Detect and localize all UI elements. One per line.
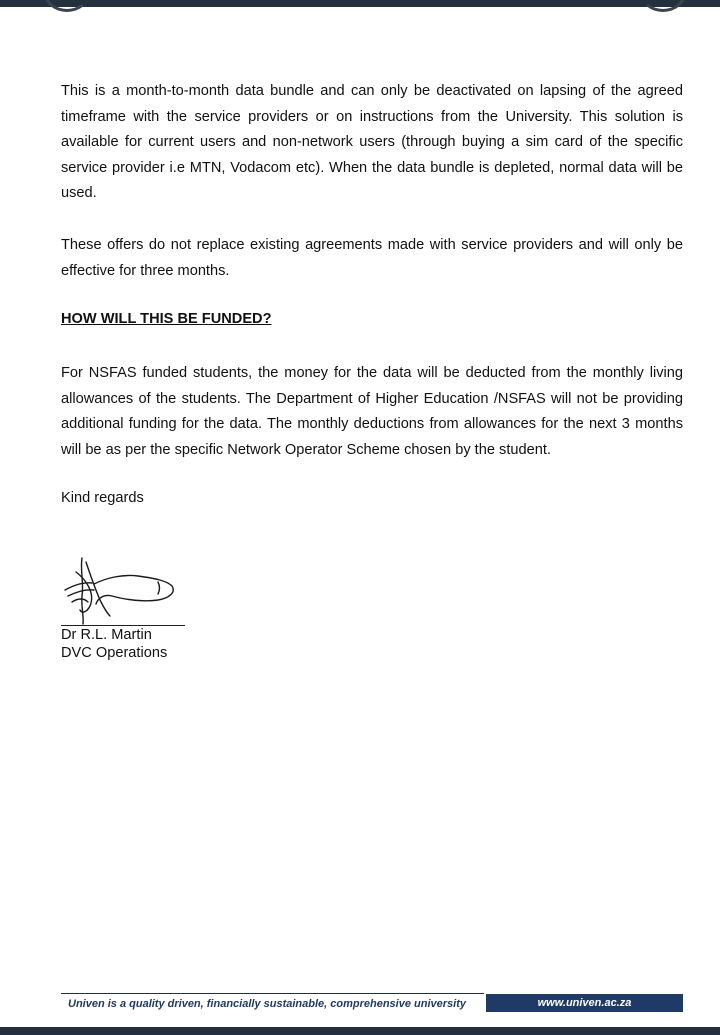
paragraph-nsfas-funding: For NSFAS funded students, the money for the data will be deducted from the monthly living allowances of the students. The Department of Higher Education /NSFAS will not be providing additional funding for the data. The monthly deductions from allowances for the next 3 months will be as per the specific Network Operator Scheme chosen by the student. <box>61 365 683 458</box>
paragraph-offers: These offers do not replace existing agreements made with service providers and will only be effective for three months. <box>61 237 683 279</box>
signature-line <box>61 625 185 626</box>
section-heading-funding: HOW WILL THIS BE FUNDED? <box>61 311 272 327</box>
paragraph-data-bundle: This is a month-to-month data bundle and can only be deactivated on lapsing of the agreed timeframe with the service providers or on instructions from the University. This solution is available for current users and non-network users (through buying a sim card of the specific service provider i.e MTN, Vodacom etc). When the data bundle is depleted, normal data will be used. <box>61 83 683 202</box>
footer-divider <box>61 993 484 994</box>
signer-name: Dr R.L. Martin <box>61 627 152 643</box>
bottom-frame-bar <box>0 1027 720 1035</box>
handwritten-signature <box>60 552 190 628</box>
signer-title: DVC Operations <box>61 645 168 661</box>
header-arc-left <box>44 0 90 12</box>
footer-motto: Univen is a quality driven, financially sustainable, comprehensive university <box>68 998 466 1010</box>
footer-website-link[interactable]: www.univen.ac.za <box>486 994 683 1012</box>
header-arc-right <box>640 0 686 12</box>
top-frame-bar <box>0 0 720 7</box>
closing-salutation: Kind regards <box>61 490 144 506</box>
